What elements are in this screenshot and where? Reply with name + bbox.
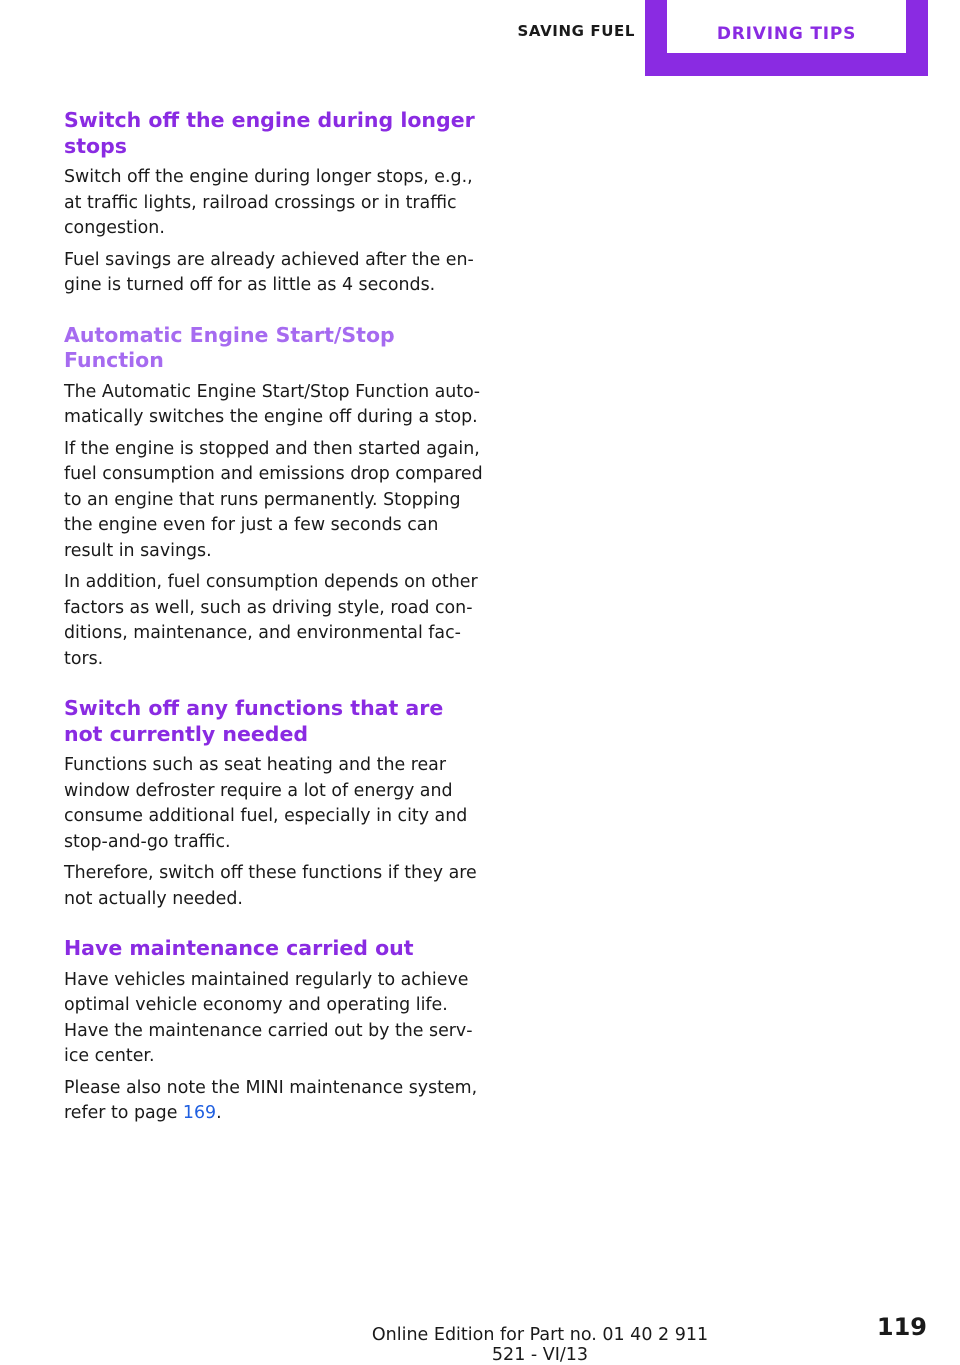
subsection-heading: Automatic Engine Start/Stop Function [64, 322, 395, 372]
paragraph: Switch off the engine during longer stops, e.g., at traffic lights, railroad crossings or in traffic congestion. [64, 167, 473, 238]
paragraph: The Automatic Engine Start/Stop Function automatically switches the engine off during a stop. [64, 381, 481, 427]
page-number: 119 [876, 1313, 927, 1341]
section-heading: Have maintenance carried out [64, 936, 414, 960]
paragraph: In addition, fuel consumption depends on other factors as well, such as driving style, road conditions, maintenance, and environmental factors. [64, 572, 478, 669]
paragraph: Have vehicles maintained regularly to achieve optimal vehicle economy and operating life. Have the maintenance carried out by the service center. [64, 969, 473, 1066]
section-maintenance [64, 936, 484, 1127]
footer-edition-text: Online Edition for Part no. 01 40 2 911 521 - VI/13 [371, 1325, 709, 1365]
main-content [64, 108, 484, 1127]
page-reference-link[interactable]: 169 [182, 1103, 217, 1123]
chapter-tab-label: DRIVING TIPS [667, 0, 906, 53]
paragraph: If the engine is stopped and then started again, fuel consumption and emissions drop compared to an engine that runs permanently. Stopping the engine even for just a few seconds can result in savings. [64, 438, 483, 561]
paragraph-with-reference [64, 1076, 484, 1127]
reference-text: Please also note the MINI maintenance system, refer to page [64, 1077, 478, 1123]
section-heading: Switch off the engine during longer stops [64, 108, 475, 158]
section-switch-off-functions [64, 696, 484, 912]
paragraph: Functions such as seat heating and the rear window defroster require a lot of energy and consume additional fuel, especially in city and stop-and-go traffic. [64, 755, 468, 852]
paragraph: Therefore, switch off these functions if they are not actually needed. [64, 863, 477, 909]
paragraph: Fuel savings are already achieved after the engine is turned off for as little as 4 seconds. [64, 249, 474, 295]
section-auto-start-stop [64, 323, 484, 673]
chapter-tab[interactable] [645, 0, 928, 76]
running-header-section: SAVING FUEL [517, 22, 635, 40]
section-switch-off-engine [64, 108, 484, 299]
section-heading: Switch off any functions that are not currently needed [64, 696, 444, 746]
reference-suffix: . [216, 1103, 222, 1123]
